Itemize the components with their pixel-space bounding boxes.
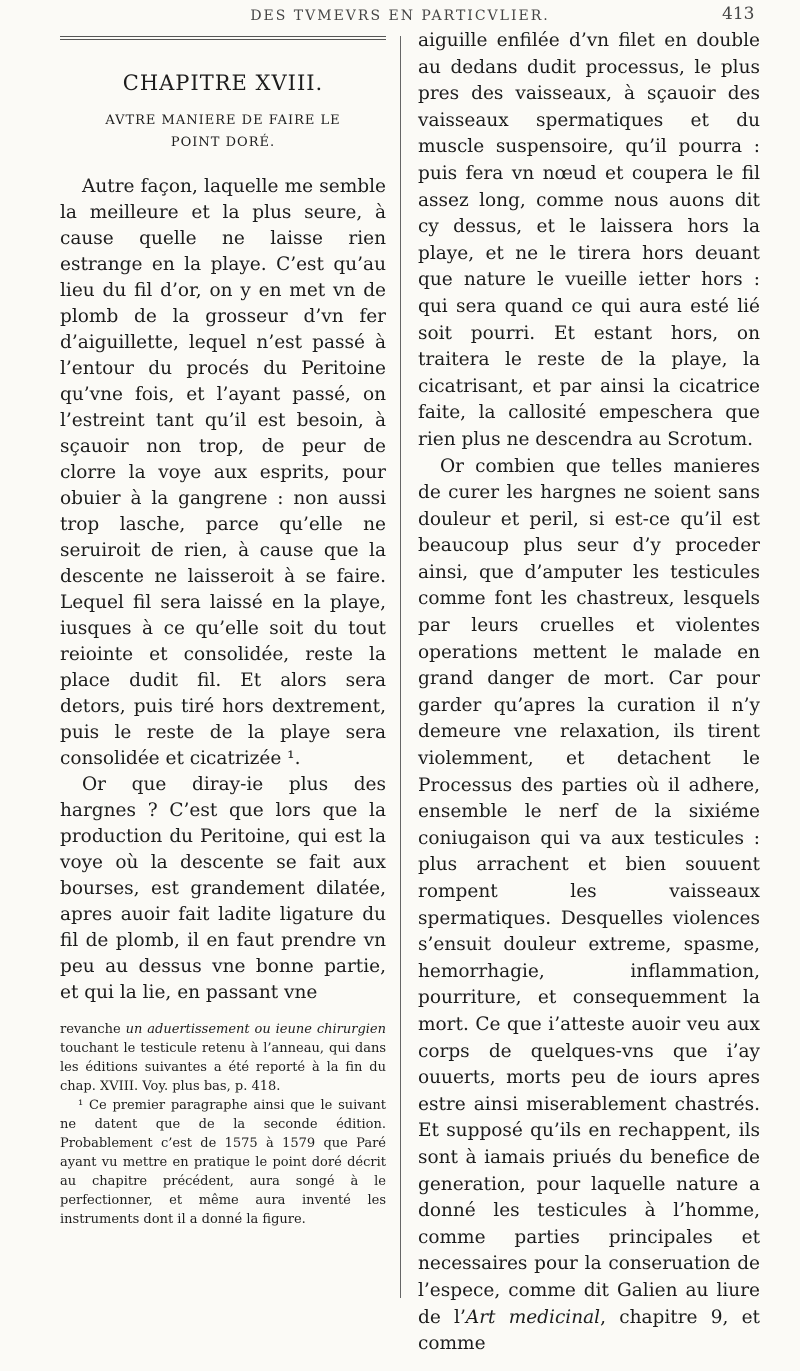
right-column [418, 28, 760, 1358]
footnote-continued: revanche un aduertissement ou ieune chirurgien touchant le testicule retenu à l’anneau, qui dans les éditions suivantes a été reporté à la fin du chap. XVIII. Voy. plus bas, p. 418. [60, 1022, 386, 1094]
chapter-rule [60, 36, 386, 40]
footnote-italic: un aduertissement ou ieune chirurgien [125, 1022, 386, 1037]
footnotes [60, 1020, 386, 1229]
footnote-1: ¹ Ce premier paragraphe ainsi que le suivant ne datent que de la seconde édition. Probablement c’est de 1575 à 1579 que Paré ayant vu mettre en pratique le point doré décrit au chapitre précédent, aura songé à le perfectionner, et même aura inventé les instruments dont il a donné la figure. [60, 1098, 386, 1227]
paragraph-3: Or combien que telles manieres de curer les hargnes ne soient sans douleur et peril, si est-ce qu’il est beaucoup plus seur d’y proceder ainsi, que d’amputer les testicules comme font les chastreux, lesquels par leurs cruelles et violentes operations mettent le malade en grand danger de mort. Car pour garder qu’apres la curation il n’y demeure vne relaxation, ils tirent violemment, et detachent le Processus des parties où il adhere, ensemble le nerf de la sixiéme coniugaison qui va aux testicules : plus arrachent et bien souuent rompent les vaisseaux spermatiques. Desquelles violences s’ensuit douleur extreme, spasme, hemorrhagie, inflammation, pourriture, et consequemment la mort. Ce que i’atteste auoir veu aux corps de quelques-vns que i’ay ouuerts, morts peu de iours apres estre ainsi miserablement chastrés. Et supposé qu’ils en rechappent, ils sont à iamais priués du benefice de generation, pour laquelle nature a donné les testicules à l’homme, comme parties principales et necessaires pour la conseruation de l’espece, comme dit Galien au liure de l’Art medicinal, chapitre 9, et comme [418, 455, 760, 1355]
paragraph-1: Autre façon, laquelle me semble la meilleure et la plus seure, à cause quelle ne laisse rien estrange en la playe. C’est qu’au lieu du fil d’or, on y en met vn de plomb de la grosseur d’vn fer d’aiguillette, lequel n’est passé à l’entour du procés du Peritoine qu’vne fois, et l’ayant passé, on l’estreint tant qu’il est besoin, à sçauoir non trop, de peur de clorre la voye aux esprits, pour obuier à la gangrene : non aussi trop lasche, parce qu’elle ne seruiroit de rien, à cause que la descente ne laisseroit à se faire. Lequel fil sera laissé en la playe, iusques à ce qu’elle soit du tout reiointe et consolidée, reste la place dudit fil. Et alors sera detors, puis tiré hors dextrement, puis le reste de la playe sera consolidée et cicatrizée ¹. [60, 176, 386, 769]
chapter-subtitle: AVTRE MANIERE DE FAIRE LE POINT DORÉ. [105, 113, 341, 150]
book-title-italic: Art medicinal [465, 1306, 601, 1328]
chapter-title: CHAPITRE XVIII. [122, 71, 324, 95]
left-column [60, 48, 386, 1229]
paragraph-2: Or que diray-ie plus des hargnes ? C’est que lors que la production du Peritoine, qui est la voye où la descente se fait aux bourses, est grandement dilatée, apres auoir fait ladite ligature du fil de plomb, il en faut prendre vn peu au dessus vne bonne partie, et qui la lie, en passant vne [60, 774, 386, 1003]
page-number: 413 [722, 4, 755, 24]
running-title: DES TVMEVRS EN PARTICVLIER. [250, 8, 550, 24]
column-divider [400, 36, 401, 1298]
paragraph-continued: aiguille enfilée d’vn filet en double au dedans dudit processus, le plus pres des vaisseaux, à sçauoir des vaisseaux spermatiques et du muscle suspensoire, qu’il pourra : puis fera vn nœud et coupera le fil assez long, comme nous auons dit cy dessus, et le laissera hors la playe, et ne le tirera hors deuant que nature le vueille ietter hors : qui sera quand ce qui aura esté lié soit pourri. Et estant hors, on traitera le reste de la playe, la cicatrisant, et par ainsi la cicatrice faite, la callosité empeschera que rien plus ne descendra au Scrotum. [418, 30, 760, 450]
